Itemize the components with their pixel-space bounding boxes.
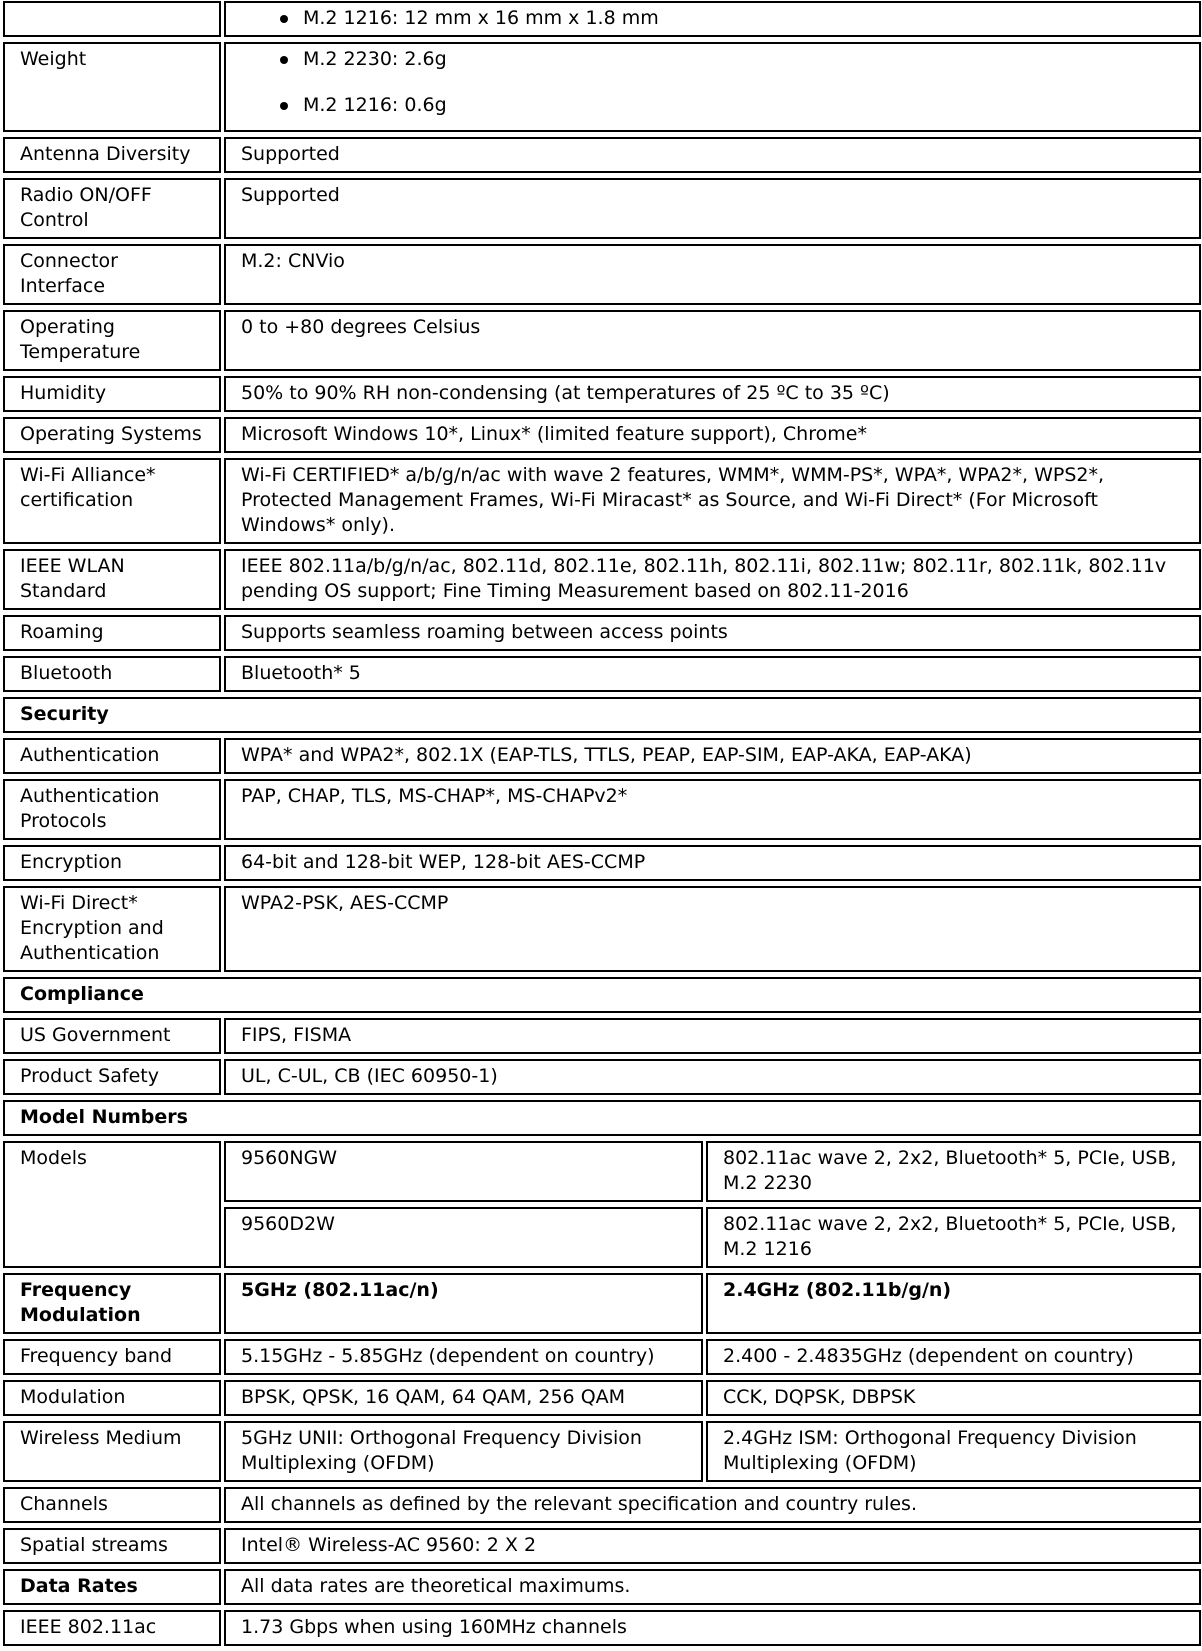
table-row (3, 178, 1201, 239)
model-desc-cell: 802.11ac wave 2, 2x2, Bluetooth* 5, PCIe, USB, M.2 1216 (706, 1207, 1201, 1268)
table-row (3, 1, 1201, 37)
value-cell: Wi-Fi CERTIFIED* a/b/g/n/ac with wave 2 features, WMM*, WMM-PS*, WPA*, WPA2*, WPS2*, Protected Management Frames, Wi-Fi Miracast* as Source, and Wi-Fi Direct* (For Microsoft Windows* only). (224, 458, 1201, 544)
value-cell: 50% to 90% RH non-condensing (at temperatures of 25 ºC to 35 ºC) (224, 376, 1201, 412)
value-cell: FIPS, FISMA (224, 1018, 1201, 1054)
label-cell: Wireless Medium (3, 1421, 221, 1482)
section-heading-row (3, 1100, 1201, 1136)
table-row (3, 1421, 1201, 1482)
label-cell: US Government (3, 1018, 221, 1054)
column-heading-24ghz: 2.4GHz (802.11b/g/n) (706, 1273, 1201, 1334)
table-row (3, 1569, 1201, 1605)
table-row (3, 310, 1201, 371)
value-cell: 64-bit and 128-bit WEP, 128-bit AES-CCMP (224, 845, 1201, 881)
value-cell: Supported (224, 178, 1201, 239)
table-row (3, 137, 1201, 173)
label-cell: Connector Interface (3, 244, 221, 305)
value-cell (224, 1, 1201, 37)
label-cell: Radio ON/OFF Control (3, 178, 221, 239)
label-cell: Operating Systems (3, 417, 221, 453)
label-cell: Roaming (3, 615, 221, 651)
value-cell: Supported (224, 137, 1201, 173)
dimensions-list (241, 6, 1184, 31)
value-cell: IEEE 802.11a/b/g/n/ac, 802.11d, 802.11e, 802.11h, 802.11i, 802.11w; 802.11r, 802.11k, 802.11v pending OS support; Fine Timing Measurement based on 802.11-2016 (224, 549, 1201, 610)
label-cell: IEEE 802.11ac (3, 1610, 221, 1646)
value-5ghz-cell: BPSK, QPSK, 16 QAM, 64 QAM, 256 QAM (224, 1380, 703, 1416)
table-row (3, 1059, 1201, 1095)
value-cell (224, 42, 1201, 132)
table-row (3, 1487, 1201, 1523)
spec-page (2, 0, 1200, 1651)
label-cell (3, 1, 221, 37)
section-heading-model-numbers: Model Numbers (3, 1100, 1201, 1136)
value-cell: Supports seamless roaming between access points (224, 615, 1201, 651)
label-cell: Authentication Protocols (3, 779, 221, 840)
label-cell: Humidity (3, 376, 221, 412)
table-row (3, 1141, 1201, 1202)
value-cell: All data rates are theoretical maximums. (224, 1569, 1201, 1605)
list-item: M.2 2230: 2.6g (303, 47, 1184, 72)
value-cell: Microsoft Windows 10*, Linux* (limited feature support), Chrome* (224, 417, 1201, 453)
label-cell: Channels (3, 1487, 221, 1523)
value-cell: UL, C-UL, CB (IEC 60950-1) (224, 1059, 1201, 1095)
value-cell: Bluetooth* 5 (224, 656, 1201, 692)
model-cell: 9560NGW (224, 1141, 703, 1202)
table-row (3, 549, 1201, 610)
value-cell: All channels as defined by the relevant specification and country rules. (224, 1487, 1201, 1523)
value-cell: WPA* and WPA2*, 802.1X (EAP-TLS, TTLS, PEAP, EAP-SIM, EAP-AKA, EAP-AKA) (224, 738, 1201, 774)
table-row (3, 1528, 1201, 1564)
label-cell: Models (3, 1141, 221, 1268)
table-row (3, 1018, 1201, 1054)
value-24ghz-cell: CCK, DQPSK, DBPSK (706, 1380, 1201, 1416)
weight-list (241, 47, 1184, 118)
value-cell: M.2: CNVio (224, 244, 1201, 305)
label-cell: Frequency band (3, 1339, 221, 1375)
section-heading-data-rates: Data Rates (3, 1569, 221, 1605)
label-cell: Product Safety (3, 1059, 221, 1095)
table-row (3, 738, 1201, 774)
column-heading-5ghz: 5GHz (802.11ac/n) (224, 1273, 703, 1334)
value-cell: 0 to +80 degrees Celsius (224, 310, 1201, 371)
table-row (3, 1380, 1201, 1416)
table-row (3, 244, 1201, 305)
label-cell: Authentication (3, 738, 221, 774)
label-cell: Operating Temperature (3, 310, 221, 371)
value-cell: PAP, CHAP, TLS, MS-CHAP*, MS-CHAPv2* (224, 779, 1201, 840)
section-heading-row (3, 977, 1201, 1013)
list-item: M.2 1216: 0.6g (303, 93, 1184, 118)
section-heading-security: Security (3, 697, 1201, 733)
table-row (3, 458, 1201, 544)
label-cell: Wi-Fi Alliance* certification (3, 458, 221, 544)
table-row (3, 1610, 1201, 1646)
value-24ghz-cell: 2.4GHz ISM: Orthogonal Frequency Division Multiplexing (OFDM) (706, 1421, 1201, 1482)
frequency-heading-row (3, 1273, 1201, 1334)
table-row (3, 886, 1201, 972)
value-cell: Intel® Wireless-AC 9560: 2 X 2 (224, 1528, 1201, 1564)
model-desc-cell: 802.11ac wave 2, 2x2, Bluetooth* 5, PCIe, USB, M.2 2230 (706, 1141, 1201, 1202)
label-cell: Encryption (3, 845, 221, 881)
table-row (3, 376, 1201, 412)
table-row (3, 417, 1201, 453)
table-row (3, 615, 1201, 651)
section-heading-compliance: Compliance (3, 977, 1201, 1013)
section-heading-row (3, 697, 1201, 733)
label-cell: IEEE WLAN Standard (3, 549, 221, 610)
label-cell: Weight (3, 42, 221, 132)
value-5ghz-cell: 5GHz UNII: Orthogonal Frequency Division Multiplexing (OFDM) (224, 1421, 703, 1482)
label-cell: Wi-Fi Direct* Encryption and Authentication (3, 886, 221, 972)
section-heading-frequency-modulation: Frequency Modulation (3, 1273, 221, 1334)
table-row (3, 845, 1201, 881)
table-row (3, 779, 1201, 840)
table-row (3, 1339, 1201, 1375)
table-row (3, 42, 1201, 132)
label-cell: Spatial streams (3, 1528, 221, 1564)
label-cell: Modulation (3, 1380, 221, 1416)
list-item: M.2 1216: 12 mm x 16 mm x 1.8 mm (303, 6, 1184, 31)
label-cell: Antenna Diversity (3, 137, 221, 173)
value-24ghz-cell: 2.400 - 2.4835GHz (dependent on country) (706, 1339, 1201, 1375)
label-cell: Bluetooth (3, 656, 221, 692)
value-cell: 1.73 Gbps when using 160MHz channels (224, 1610, 1201, 1646)
table-row (3, 656, 1201, 692)
model-cell: 9560D2W (224, 1207, 703, 1268)
value-5ghz-cell: 5.15GHz - 5.85GHz (dependent on country) (224, 1339, 703, 1375)
value-cell: WPA2-PSK, AES-CCMP (224, 886, 1201, 972)
